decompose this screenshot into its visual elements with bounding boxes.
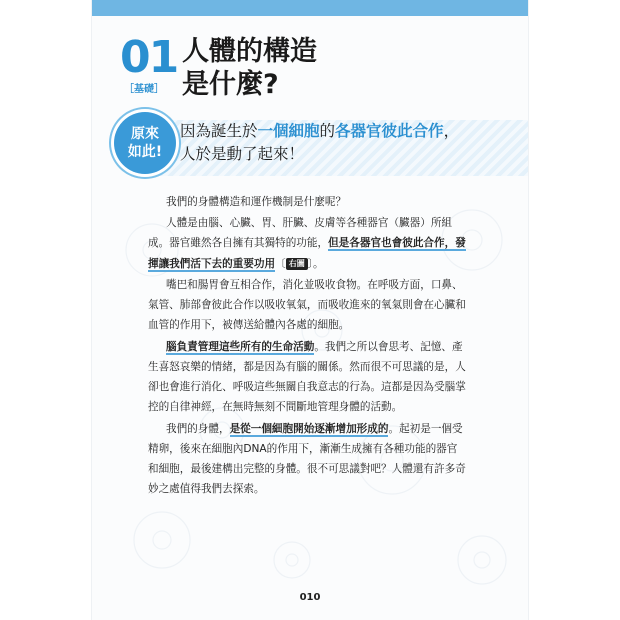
summary-text: 的	[319, 122, 336, 140]
paragraph-5-line-4: 妙之處值得我們去探索。	[148, 483, 265, 495]
paragraph-5-line-3: 和細胞，最後建構出完整的身體。很不可思議對吧？人體還有許多奇	[148, 463, 466, 475]
paragraph-3-line-1: 嘴巴和腸胃會互相合作，消化並吸收食物。在呼吸方面，口鼻、	[166, 279, 463, 291]
key-point-underline: 腦負責管理這些所有的生命活動	[166, 341, 315, 353]
paragraph-5-line-1	[166, 424, 496, 435]
summary-highlight-organs: 各器官彼此合作	[335, 122, 444, 140]
body-text: 〔	[275, 258, 286, 270]
paragraph-1: 我們的身體構造和運作機制是什麼呢？	[166, 196, 347, 208]
paragraph-2-line-2	[148, 238, 478, 249]
key-point-underline: 但是各器官也會彼此合作，發	[328, 237, 466, 249]
paragraph-4-line-4: 控的自律神經，在無時無刻不間斷地管理身體的活動。	[148, 401, 403, 413]
summary-highlight-one-cell: 一個細胞	[257, 122, 320, 140]
paragraph-4-line-3: 卻也會進行消化、呼吸這些無關自我意志的行為。這都是因為受腦掌	[148, 381, 466, 393]
chapter-title-line-1: 人體的構造	[182, 36, 317, 67]
summary-line-2: 人於是動了起來！	[180, 145, 305, 163]
page-number: 010	[299, 592, 321, 603]
body-text: 我們的身體，	[166, 423, 230, 435]
chapter-title-line-2: 是什麼?	[182, 69, 279, 100]
key-point-underline: 揮讓我們活下去的重要功用	[148, 258, 276, 270]
summary-text: ，	[443, 122, 460, 140]
badge-text-line-1: 原來	[131, 126, 159, 142]
summary-text: 因為誕生於	[180, 122, 258, 140]
paragraph-5-line-2: 精卵，後來在細胞內DNA的作用下，漸漸生成擁有各種功能的器官	[148, 443, 458, 455]
summary-line-1	[180, 124, 459, 140]
figure-reference-tag: 右圖	[286, 258, 308, 270]
book-page	[92, 0, 528, 620]
naruhodo-badge	[114, 112, 176, 174]
chapter-number: 01	[120, 32, 178, 83]
paragraph-2-line-1: 人體是由腦、心臟、胃、肝臟、皮膚等各種器官（臟器）所組	[166, 217, 453, 229]
paragraph-4-line-2: 生喜怒哀樂的情緒，都是因為有腦的關係。然而很不可思議的是，人	[148, 361, 466, 373]
paragraph-4-line-1	[166, 342, 496, 353]
paragraph-2-line-3	[148, 258, 478, 270]
body-text: 〕。	[307, 258, 324, 270]
top-color-bar	[92, 0, 528, 16]
body-text: 。起初是一個受	[388, 423, 463, 435]
body-text: 。我們之所以會思考、記憶、產	[314, 341, 463, 353]
paragraph-3-line-3: 血管的作用下，被傳送給體內各處的細胞。	[148, 319, 350, 331]
paragraph-3-line-2: 氣管、肺部會彼此合作以吸收氧氣，而吸收進來的氧氣則會在心臟和	[148, 299, 466, 311]
body-text: 成。器官雖然各自擁有其獨特的功能，	[148, 237, 329, 249]
key-point-underline: 是從一個細胞開始逐漸增加形成的	[229, 423, 389, 435]
badge-text-line-2: 如此!	[127, 144, 163, 160]
category-tag: ［基礎］	[124, 84, 164, 95]
